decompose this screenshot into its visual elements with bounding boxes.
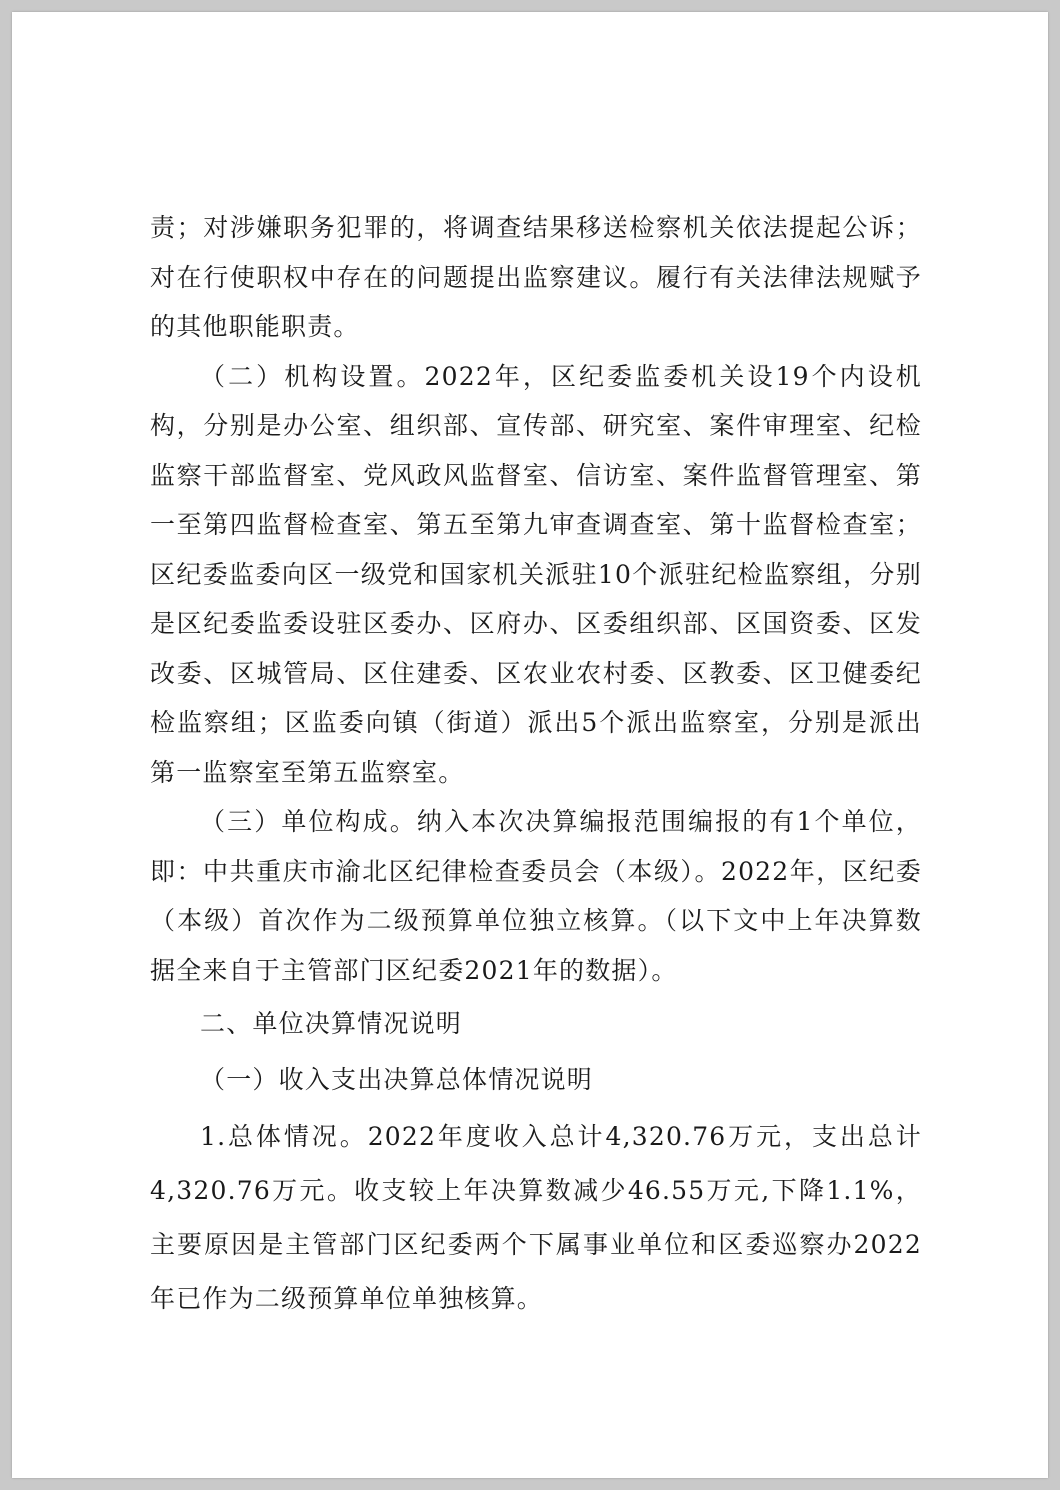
paragraph-text: 2022年度收入总计4,320.76万元，支出总计4,320.76万元。收支较上年决算数减少46.55万元,下降1.1%，主要原因是主管部门区纪委两个下属事业单位和区委巡察办2022年已作为二级预算单位单独核算。 [150, 1122, 922, 1313]
paragraph-text: 2022年，区纪委监委机关设19个内设机构，分别是办公室、组织部、宣传部、研究室、案件审理室、纪检监察干部监督室、党风政风监督室、信访室、案件监督管理室、第一至第四监督检查室、第五至第九审查调查室、第十监督检查室；区纪委监委向区一级党和国家机关派驻10个派驻纪检监察组，分别是区纪委监委设驻区委办、区府办、区委组织部、区国资委、区发改委、区城管局、区住建委、区农业农村委、区教委、区卫健委纪检监察组；区监委向镇（街道）派出5个派出监察室，分别是派出第一监察室至第五监察室。 [150, 361, 922, 787]
document-page [12, 12, 1048, 1478]
paragraph-organization-setup [150, 352, 922, 798]
subsection-heading: （一）收入支出决算总体情况说明 [200, 1064, 594, 1094]
paragraph-duties-continued: 责；对涉嫌职务犯罪的，将调查结果移送检察机关依法提起公诉；对在行使职权中存在的问题提出监察建议。履行有关法律法规赋予的其他职能职责。 [150, 213, 922, 341]
paragraph-title: 1.总体情况。 [200, 1122, 368, 1151]
paragraph-title: （二）机构设置。 [200, 361, 425, 391]
paragraph-overall-summary [150, 1110, 922, 1326]
paragraph-text: 纳入本次决算编报范围编报的有1个单位，即：中共重庆市渝北区纪律检查委员会（本级）。2022年，区纪委（本级）首次作为二级预算单位独立核算。（以下文中上年决算数据全来自于主管部门区纪委2021年的数据）。 [150, 807, 922, 985]
paragraph-unit-composition [150, 797, 922, 995]
document-body [150, 203, 922, 1326]
paragraph-title: （三）单位构成。 [200, 807, 417, 836]
section-heading: 二、单位决算情况说明 [200, 1009, 463, 1038]
